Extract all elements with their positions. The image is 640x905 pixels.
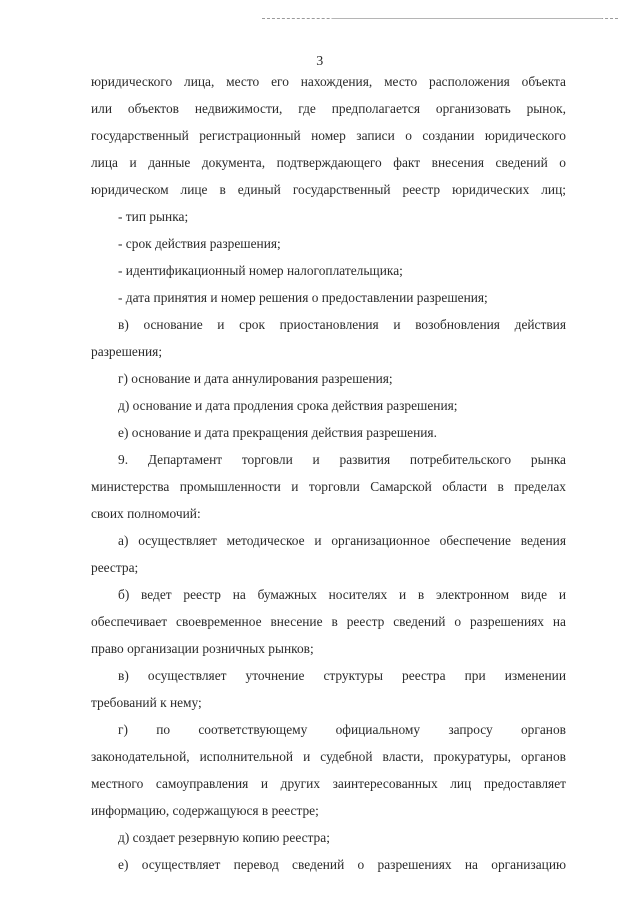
text-line: - срок действия разрешения;	[118, 236, 281, 251]
text-line: д) создает резервную копию реестра;	[118, 830, 330, 845]
text-line: реестра;	[91, 560, 139, 575]
text-line: местного самоуправления и других заинтересованных лиц предоставляет	[91, 776, 566, 791]
text-line: г) по соответствующему официальному запросу органов	[118, 722, 566, 737]
text-line: право организации розничных рынков;	[91, 641, 314, 656]
text-line: г) основание и дата аннулирования разрешения;	[118, 371, 393, 386]
text-line: требований к нему;	[91, 695, 202, 710]
text-line: е) осуществляет перевод сведений о разрешениях на организацию	[118, 857, 566, 872]
text-line: разрешения;	[91, 344, 163, 359]
text-line: д) основание и дата продления срока действия разрешения;	[118, 398, 458, 413]
text-line: в) осуществляет уточнение структуры реестра при изменении	[118, 668, 566, 683]
text-line: министерства промышленности и торговли Самарской области в пределах	[91, 479, 566, 494]
text-line: государственный регистрационный номер записи о создании юридического	[91, 128, 566, 143]
text-line: - идентификационный номер налогоплательщика;	[118, 263, 403, 278]
text-line: а) осуществляет методическое и организационное обеспечение ведения	[118, 533, 566, 548]
text-line: б) ведет реестр на бумажных носителях и в электронном виде и	[118, 587, 566, 602]
text-line: 9. Департамент торговли и развития потребительского рынка	[118, 452, 566, 467]
text-line: своих полномочий:	[91, 506, 201, 521]
text-line: - дата принятия и номер решения о предоставлении разрешения;	[118, 290, 488, 305]
text-line: юридического лица, место его нахождения, место расположения объекта	[91, 74, 566, 89]
page-number: 3	[316, 54, 324, 69]
text-line: законодательной, исполнительной и судебной власти, прокуратуры, органов	[91, 749, 566, 764]
text-line: в) основание и срок приостановления и возобновления действия	[118, 317, 566, 332]
text-line: информацию, содержащуюся в реестре;	[91, 803, 319, 818]
text-line: лица и данные документа, подтверждающего факт внесения сведений о	[91, 155, 566, 170]
text-line: обеспечивает своевременное внесение в реестр сведений о разрешениях на	[91, 614, 566, 629]
text-line: е) основание и дата прекращения действия разрешения.	[118, 425, 437, 440]
header-rule	[262, 18, 618, 19]
text-line: или объектов недвижимости, где предполагается организовать рынок,	[91, 101, 566, 116]
text-line: юридическом лице в единый государственный реестр юридических лиц;	[91, 182, 566, 197]
text-line: - тип рынка;	[118, 209, 189, 224]
